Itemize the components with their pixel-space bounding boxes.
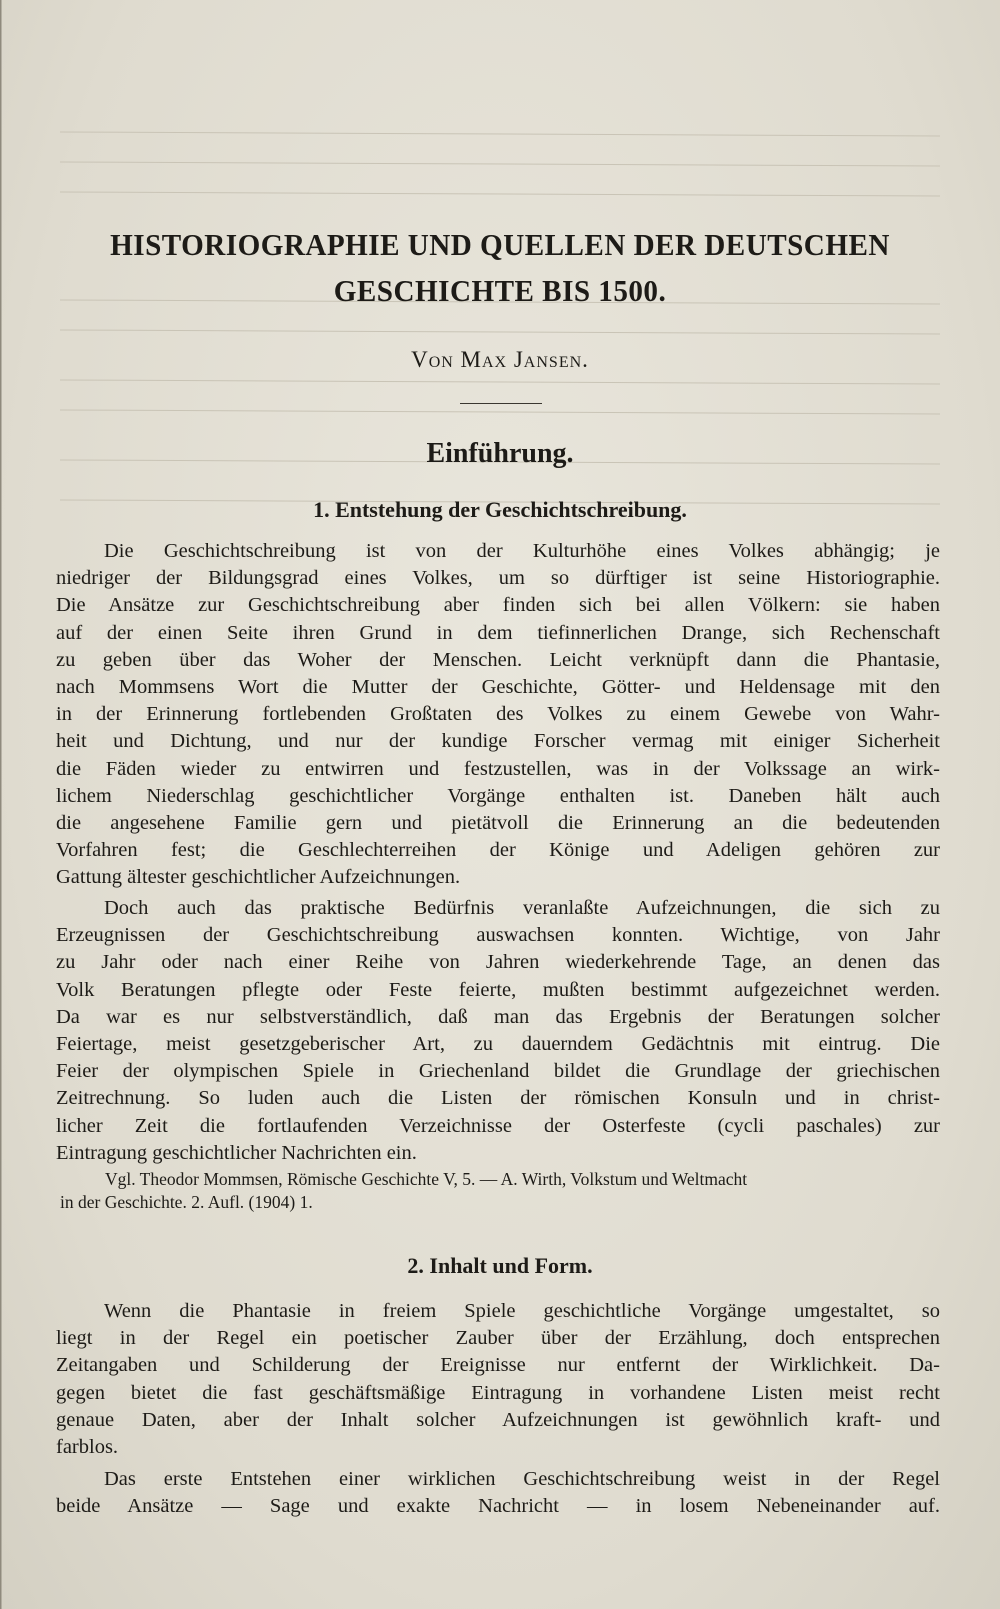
text-line: die angesehene Familie gern und pietätvoll die Erinnerung an die bedeutenden bbox=[56, 812, 940, 835]
text-line: nach Mommsens Wort die Mutter der Geschichte, Götter- und Heldensage mit den bbox=[56, 676, 940, 699]
footnote-line: in der Geschichte. 2. Aufl. (1904) 1. bbox=[60, 1192, 313, 1212]
intro-heading: Einführung. bbox=[426, 438, 574, 469]
text-line: zu geben über das Woher der Menschen. Leicht verknüpft dann die Phantasie, bbox=[56, 648, 940, 671]
text-line: Feiertage, meist gesetzgeberischer Art, zu dauerndem Gedächtnis mit eintrug. Die bbox=[56, 1033, 940, 1056]
text-line: Zeitrechnung. So luden auch die Listen der römischen Konsuln und in christ- bbox=[56, 1087, 940, 1110]
text-line: Eintragung geschichtlicher Nachrichten ein. bbox=[56, 1141, 417, 1164]
title-line-1: HISTORIOGRAPHIE UND QUELLEN DER DEUTSCHEN bbox=[110, 227, 890, 262]
text-line: Da war es nur selbstverständlich, daß man das Ergebnis der Beratungen solcher bbox=[56, 1005, 940, 1028]
section-2-paragraph-2 bbox=[56, 1466, 940, 1520]
article-title bbox=[86, 222, 913, 314]
text-line: Die Ansätze zur Geschichtschreibung aber finden sich bei allen Völkern: sie haben bbox=[56, 594, 940, 617]
title-line-2: GESCHICHTE BIS 1500. bbox=[333, 273, 667, 308]
text-line: beide Ansätze — Sage und exakte Nachricht — in losem Nebeneinander auf. bbox=[56, 1495, 940, 1518]
text-line: Die Geschichtschreibung ist von der Kulturhöhe eines Volkes abhängig; je bbox=[104, 540, 940, 562]
footnote bbox=[60, 1168, 940, 1214]
text-line: auf der einen Seite ihren Grund in dem tiefinnerlichen Drange, sich Rechenschaft bbox=[56, 621, 940, 644]
text-line: Vorfahren fest; die Geschlechterreihen der Könige und Adeligen gehören zur bbox=[56, 839, 940, 862]
text-line: Das erste Entstehen einer wirklichen Geschichtschreibung weist in der Regel bbox=[104, 1468, 940, 1490]
text-line: Zeitangaben und Schilderung der Ereignisse nur entfernt der Wirklichkeit. Da- bbox=[56, 1354, 940, 1377]
text-line: Wenn die Phantasie in freiem Spiele geschichtliche Vorgänge umgestaltet, so bbox=[104, 1300, 940, 1322]
footnote-line: Vgl. Theodor Mommsen, Römische Geschichte V, 5. — A. Wirth, Volkstum und Weltmacht bbox=[105, 1169, 748, 1189]
text-line: Volk Beratungen pflegte oder Feste feierte, mußten bestimmt aufgezeichnet werden. bbox=[56, 978, 940, 1001]
text-line: die Fäden wieder zu entwirren und festzustellen, was in der Volkssage an wirk- bbox=[56, 757, 940, 780]
divider-rule bbox=[460, 403, 542, 404]
text-line: in der Erinnerung fortlebenden Großtaten des Volkes zu einem Gewebe von Wahr- bbox=[56, 703, 940, 726]
text-line: Feier der olympischen Spiele in Griechenland bildet die Grundlage der griechischen bbox=[56, 1060, 940, 1083]
text-line: heit und Dichtung, und nur der kundige Forscher vermag mit einiger Sicherheit bbox=[56, 730, 940, 753]
text-line: Gattung ältester geschichtlicher Aufzeichnungen. bbox=[56, 866, 461, 889]
text-line: Doch auch das praktische Bedürfnis veranlaßte Aufzeichnungen, die sich zu bbox=[104, 897, 940, 919]
text-line: farblos. bbox=[56, 1436, 119, 1459]
text-line: gegen bietet die fast geschäftsmäßige Eintragung in vorhandene Listen meist recht bbox=[56, 1381, 940, 1404]
section-2-heading: 2. Inhalt und Form. bbox=[407, 1253, 593, 1278]
text-line: Erzeugnissen der Geschichtschreibung auswachsen konnten. Wichtige, von Jahr bbox=[56, 924, 940, 947]
text-line: genaue Daten, aber der Inhalt solcher Aufzeichnungen ist gewöhnlich kraft- und bbox=[56, 1408, 940, 1431]
text-line: lichem Niederschlag geschichtlicher Vorgänge enthalten ist. Daneben hält auch bbox=[56, 784, 940, 807]
section-1-paragraph-1 bbox=[56, 538, 940, 892]
section-2-paragraph-1 bbox=[56, 1298, 940, 1461]
text-line: niedriger der Bildungsgrad eines Volkes, um so dürftiger ist seine Historiographie. bbox=[56, 567, 940, 590]
text-line: licher Zeit die fortlaufenden Verzeichnisse der Osterfeste (cycli paschales) zur bbox=[56, 1114, 940, 1137]
text-line: liegt in der Regel ein poetischer Zauber über der Erzählung, doch entsprechen bbox=[56, 1327, 940, 1350]
section-1-heading: 1. Entstehung der Geschichtschreibung. bbox=[313, 497, 687, 522]
author-byline: Von Max Jansen. bbox=[411, 347, 589, 372]
text-line: zu Jahr oder nach einer Reihe von Jahren wiederkehrende Tage, an denen das bbox=[56, 951, 940, 974]
section-1-paragraph-2 bbox=[56, 895, 940, 1167]
